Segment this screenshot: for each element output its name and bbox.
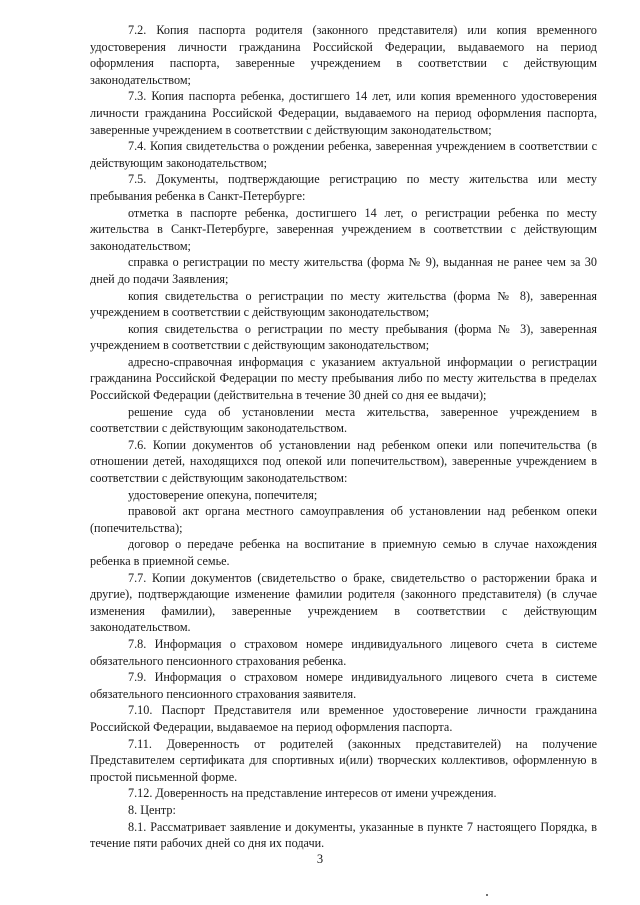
list-item: договор о передаче ребенка на воспитание в приемную семью в случае нахождения ребенка в приемной семье. xyxy=(90,537,597,568)
list-item: справка о регистрации по месту жительства (форма № 9), выданная не ранее чем за 30 дней до подачи Заявления; xyxy=(90,255,597,286)
paragraph-8-1: 8.1. Рассматривает заявление и документы, указанные в пункте 7 настоящего Порядка, в течение пяти рабочих дней со дня их подачи. xyxy=(90,819,597,851)
paragraph-7-6: 7.6. Копии документов об установлении над ребенком опеки или попечительства (в отношении детей, находящихся под опекой или попечительством), заверенные учреждением в соответствии с действующим законодательством: xyxy=(90,437,597,486)
paragraph-7-10: 7.10. Паспорт Представителя или временное удостоверение личности гражданина Российской Федерации, выдаваемое на период оформления паспорта. xyxy=(90,703,597,734)
paragraph-8: 8. Центр: xyxy=(128,802,176,817)
paragraph-7-7: 7.7. Копии документов (свидетельство о браке, свидетельство о расторжении брака и другие), подтверждающие изменение фамилии родителя (законного представителя) (в случае изменения фамилии), заверенные учреждением в соответствии с действующим законодательством. xyxy=(90,570,597,635)
document-body xyxy=(90,22,597,852)
page-number: 3 xyxy=(316,852,324,866)
list-item: отметка в паспорте ребенка, достигшего 14 лет, о регистрации ребенка по месту жительства в Санкт-Петербурге, заверенная учреждением в соответствии с действующим законодательством; xyxy=(90,205,597,253)
paragraph-7-11: 7.11. Доверенность от родителей (законных представителей) на получение Представителем сертификата для спортивных и(или) творческих коллективов, оформленную в простой письменной форме. xyxy=(90,736,597,784)
paragraph-7-9: 7.9. Информация о страховом номере индивидуального лицевого счета в системе обязательного пенсионного страхования заявителя. xyxy=(90,670,597,701)
paragraph-7-3: 7.3. Копия паспорта ребенка, достигшего 14 лет, или копия временного удостоверения личности гражданина Российской Федерации, выдаваемого на период оформления паспорта, заверенные учреждением в соответствии с действующим законодательством; xyxy=(90,89,597,137)
list-item: копия свидетельства о регистрации по месту пребывания (форма № 3), заверенная учреждением в соответствии с действующим законодательством; xyxy=(90,321,597,353)
list-item: удостоверение опекуна, попечителя; xyxy=(128,487,318,502)
paragraph-7-4: 7.4. Копия свидетельства о рождении ребенка, заверенная учреждением в соответствии с действующим законодательством; xyxy=(90,139,597,170)
scan-speck xyxy=(486,894,488,896)
paragraph-7-2: 7.2. Копия паспорта родителя (законного представителя) или копия временного удостоверения личности гражданина Российской Федерации, выдаваемого на период оформления паспорта, заверенные учреждением в соответствии с действующим законодательством; xyxy=(90,23,597,87)
paragraph-7-5: 7.5. Документы, подтверждающие регистрацию по месту жительства или месту пребывания ребенка в Санкт-Петербурге: xyxy=(90,172,597,203)
list-item: копия свидетельства о регистрации по месту жительства (форма № 8), заверенная учреждением в соответствии с действующим законодательством; xyxy=(90,288,597,320)
list-item: правовой акт органа местного самоуправления об установлении над ребенком опеки (попечительства); xyxy=(90,504,597,535)
list-item: адресно-справочная информация с указанием актуальной информации о регистрации гражданина Российской Федерации по месту пребывания либо по месту жительства в пределах Российской Федерации (действительна в течение 30 дней со дня ее выдачи); xyxy=(90,354,597,403)
paragraph-7-8: 7.8. Информация о страховом номере индивидуального лицевого счета в системе обязательного пенсионного страхования ребенка. xyxy=(90,636,597,668)
list-item: решение суда об установлении места жительства, заверенное учреждением в соответствии с действующим законодательством. xyxy=(90,404,597,436)
paragraph-7-12: 7.12. Доверенность на представление интересов от имени учреждения. xyxy=(128,786,497,801)
